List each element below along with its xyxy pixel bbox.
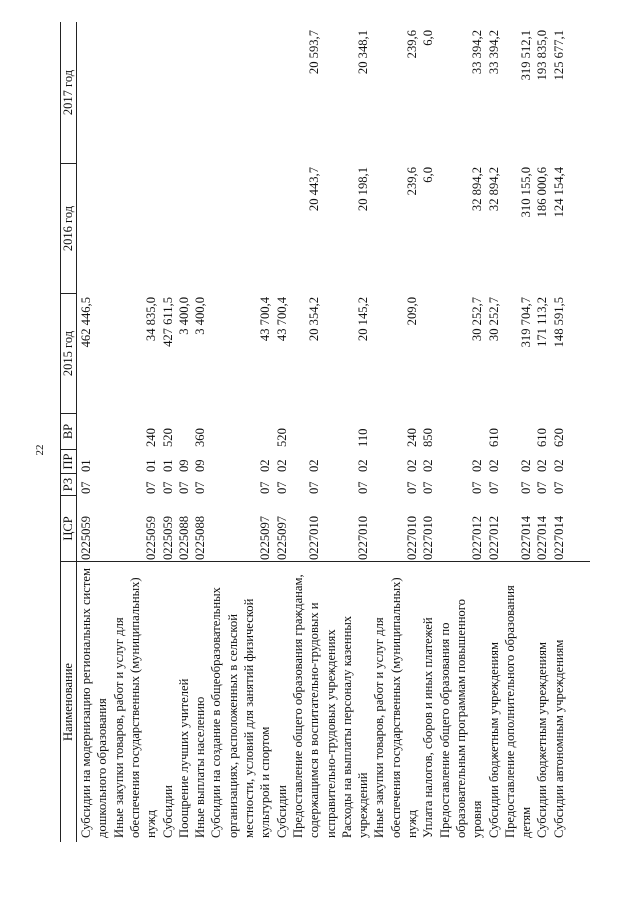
csr-cell: 0227010 bbox=[421, 515, 436, 560]
name-line: Иные выплаты населению bbox=[193, 696, 208, 838]
value-2015-cell: 462 446,5 bbox=[79, 297, 93, 348]
name-line: Субсидии на модернизацию региональных систем bbox=[79, 568, 93, 838]
name-line: Иные закупки товаров, работ и услуг для bbox=[372, 617, 387, 838]
table-top-border bbox=[60, 22, 61, 842]
name-line: исправительно-трудовых учреждениях bbox=[323, 629, 338, 838]
value-2015-cell: 20 145,2 bbox=[356, 297, 371, 342]
value-2015-cell: 148 591,5 bbox=[551, 297, 566, 348]
rz-cell: 07 bbox=[144, 481, 159, 494]
name-line: Субсидии bbox=[274, 785, 289, 838]
value-2017-cell: 239,6 bbox=[405, 30, 419, 59]
csr-cell: 0227010 bbox=[307, 515, 322, 560]
name-line: Субсидии бюджетным учреждениям bbox=[535, 642, 550, 838]
rz-cell: 07 bbox=[193, 481, 208, 494]
value-2017-cell: 6,0 bbox=[421, 30, 436, 46]
name-line: Иные закупки товаров, работ и услуг для bbox=[111, 617, 126, 838]
rz-cell: 07 bbox=[535, 481, 550, 494]
pr-cell: 02 bbox=[405, 459, 419, 472]
name-line: детям bbox=[519, 806, 534, 838]
pr-cell: 02 bbox=[551, 459, 566, 472]
pr-cell: 02 bbox=[356, 459, 371, 472]
name-line: Расходы на выплаты персоналу казенных bbox=[339, 615, 354, 838]
rz-cell: 07 bbox=[470, 481, 485, 494]
value-2015-cell: 20 354,2 bbox=[307, 297, 322, 342]
vr-cell: 620 bbox=[551, 428, 566, 447]
value-2015-cell: 43 700,4 bbox=[274, 297, 289, 342]
name-line: организациях, расположенных в сельской bbox=[225, 614, 240, 838]
rz-cell: 07 bbox=[421, 481, 436, 494]
csr-cell: 0227014 bbox=[535, 515, 550, 560]
name-line: Субсидии бюджетным учреждениям bbox=[486, 642, 501, 838]
csr-cell: 0225097 bbox=[274, 515, 289, 560]
page-number: 22 bbox=[34, 444, 46, 456]
value-2015-cell: 43 700,4 bbox=[258, 297, 273, 342]
header-2015: 2015 год bbox=[60, 294, 76, 414]
name-line: содержащимся в воспитательно-трудовых и bbox=[307, 602, 322, 838]
value-2016-cell: 6,0 bbox=[421, 167, 436, 183]
value-2016-cell: 20 443,7 bbox=[307, 167, 322, 212]
csr-cell: 0227012 bbox=[470, 515, 485, 560]
pr-cell: 02 bbox=[470, 459, 485, 472]
header-2016: 2016 год bbox=[60, 164, 76, 294]
value-2016-cell: 239,6 bbox=[405, 167, 419, 196]
csr-cell: 0225059 bbox=[160, 515, 175, 560]
vr-cell: 610 bbox=[486, 428, 501, 447]
name-line: дошкольного образования bbox=[95, 698, 110, 838]
value-2017-cell: 319 512,1 bbox=[519, 30, 534, 81]
vr-cell: 520 bbox=[274, 428, 289, 447]
value-2015-cell: 30 252,7 bbox=[470, 297, 485, 342]
value-2015-cell: 3 400,0 bbox=[193, 297, 208, 335]
value-2016-cell: 124 154,4 bbox=[551, 167, 566, 218]
value-2015-cell: 30 252,7 bbox=[486, 297, 501, 342]
pr-cell: 02 bbox=[421, 459, 436, 472]
value-2017-cell: 125 677,1 bbox=[551, 30, 566, 81]
value-2015-cell: 209,0 bbox=[405, 297, 419, 326]
pr-cell: 01 bbox=[160, 459, 175, 472]
rz-cell: 07 bbox=[160, 481, 175, 494]
rz-cell: 07 bbox=[258, 481, 273, 494]
name-line: обеспечения государственных (муниципальных) bbox=[127, 577, 142, 838]
name-line: обеспечения государственных (муниципальных) bbox=[388, 577, 403, 838]
header-csr: ЦСР bbox=[60, 496, 76, 562]
name-line: учреждений bbox=[356, 772, 371, 838]
csr-cell: 0227012 bbox=[486, 515, 501, 560]
name-line: нужд bbox=[405, 810, 419, 838]
value-2016-cell: 186 000,6 bbox=[535, 167, 550, 218]
vr-cell: 520 bbox=[160, 428, 175, 447]
value-2016-cell: 310 155,0 bbox=[519, 167, 534, 218]
pr-cell: 01 bbox=[144, 459, 159, 472]
csr-cell: 0227010 bbox=[405, 515, 419, 560]
rz-cell: 07 bbox=[405, 481, 419, 494]
pr-cell: 02 bbox=[519, 459, 534, 472]
pr-cell: 02 bbox=[258, 459, 273, 472]
name-line: образовательным программам повышенного bbox=[453, 599, 468, 838]
rz-cell: 07 bbox=[274, 481, 289, 494]
header-vr: ВР bbox=[60, 414, 76, 450]
pr-cell: 09 bbox=[193, 459, 208, 472]
name-line: Предоставление дополнительного образования bbox=[502, 585, 517, 838]
name-line: Поощрение лучших учителей bbox=[176, 678, 191, 838]
value-2017-cell: 33 394,2 bbox=[470, 30, 485, 75]
rz-cell: 07 bbox=[176, 481, 191, 494]
value-2015-cell: 319 704,7 bbox=[519, 297, 534, 348]
name-line: Субсидии на создание в общеобразовательных bbox=[209, 587, 224, 838]
csr-cell: 0225088 bbox=[176, 515, 191, 560]
value-2017-cell: 20 348,1 bbox=[356, 30, 371, 75]
value-2017-cell: 193 835,0 bbox=[535, 30, 550, 81]
pr-cell: 02 bbox=[486, 459, 501, 472]
pr-cell: 09 bbox=[176, 459, 191, 472]
header-pr: ПР bbox=[60, 450, 76, 474]
name-line: Субсидии автономным учреждениям bbox=[551, 639, 566, 838]
name-line: Предоставление общего образования гражданам, bbox=[290, 574, 305, 838]
vr-cell: 240 bbox=[405, 428, 419, 447]
header-rz: РЗ bbox=[60, 474, 76, 496]
rz-cell: 07 bbox=[486, 481, 501, 494]
pr-cell: 02 bbox=[274, 459, 289, 472]
header-bottom-border bbox=[76, 22, 77, 842]
rz-cell: 07 bbox=[551, 481, 566, 494]
value-2015-cell: 34 835,0 bbox=[144, 297, 159, 342]
csr-cell: 0225059 bbox=[79, 515, 93, 560]
vr-cell: 850 bbox=[421, 428, 436, 447]
vr-cell: 110 bbox=[356, 428, 371, 447]
rz-cell: 07 bbox=[519, 481, 534, 494]
header-2017: 2017 год bbox=[60, 22, 76, 164]
name-line: местности, условий для занятий физической bbox=[242, 598, 256, 838]
value-2015-cell: 171 113,2 bbox=[535, 297, 550, 347]
csr-cell: 0227010 bbox=[356, 515, 371, 560]
rz-cell: 07 bbox=[356, 481, 371, 494]
name-line: культурой и спортом bbox=[258, 726, 273, 838]
name-line: уровня bbox=[470, 800, 485, 838]
pr-cell: 01 bbox=[79, 459, 93, 472]
vr-cell: 360 bbox=[193, 428, 208, 447]
pr-cell: 02 bbox=[307, 459, 322, 472]
vr-cell: 240 bbox=[144, 428, 159, 447]
value-2017-cell: 20 593,7 bbox=[307, 30, 322, 75]
csr-cell: 0225097 bbox=[258, 515, 273, 560]
name-line: Предоставление общего образования по bbox=[437, 622, 452, 838]
vr-cell: 610 bbox=[535, 428, 550, 447]
name-line: Уплата налогов, сборов и иных платежей bbox=[421, 617, 436, 838]
header-name: Наименование bbox=[61, 663, 75, 741]
rz-cell: 07 bbox=[79, 481, 93, 494]
pr-cell: 02 bbox=[535, 459, 550, 472]
value-2016-cell: 32 894,2 bbox=[470, 167, 485, 212]
rz-cell: 07 bbox=[307, 481, 322, 494]
value-2016-cell: 20 198,1 bbox=[356, 167, 371, 212]
csr-cell: 0225059 bbox=[144, 515, 159, 560]
csr-cell: 0227014 bbox=[551, 515, 566, 560]
budget-table bbox=[60, 22, 590, 842]
column-divider bbox=[60, 561, 590, 562]
name-line: нужд bbox=[144, 810, 159, 838]
value-2015-cell: 427 611,5 bbox=[160, 297, 175, 347]
value-2016-cell: 32 894,2 bbox=[486, 167, 501, 212]
name-line: Субсидии bbox=[160, 785, 175, 838]
csr-cell: 0225088 bbox=[193, 515, 208, 560]
value-2015-cell: 3 400,0 bbox=[176, 297, 191, 335]
value-2017-cell: 33 394,2 bbox=[486, 30, 501, 75]
csr-cell: 0227014 bbox=[519, 515, 534, 560]
